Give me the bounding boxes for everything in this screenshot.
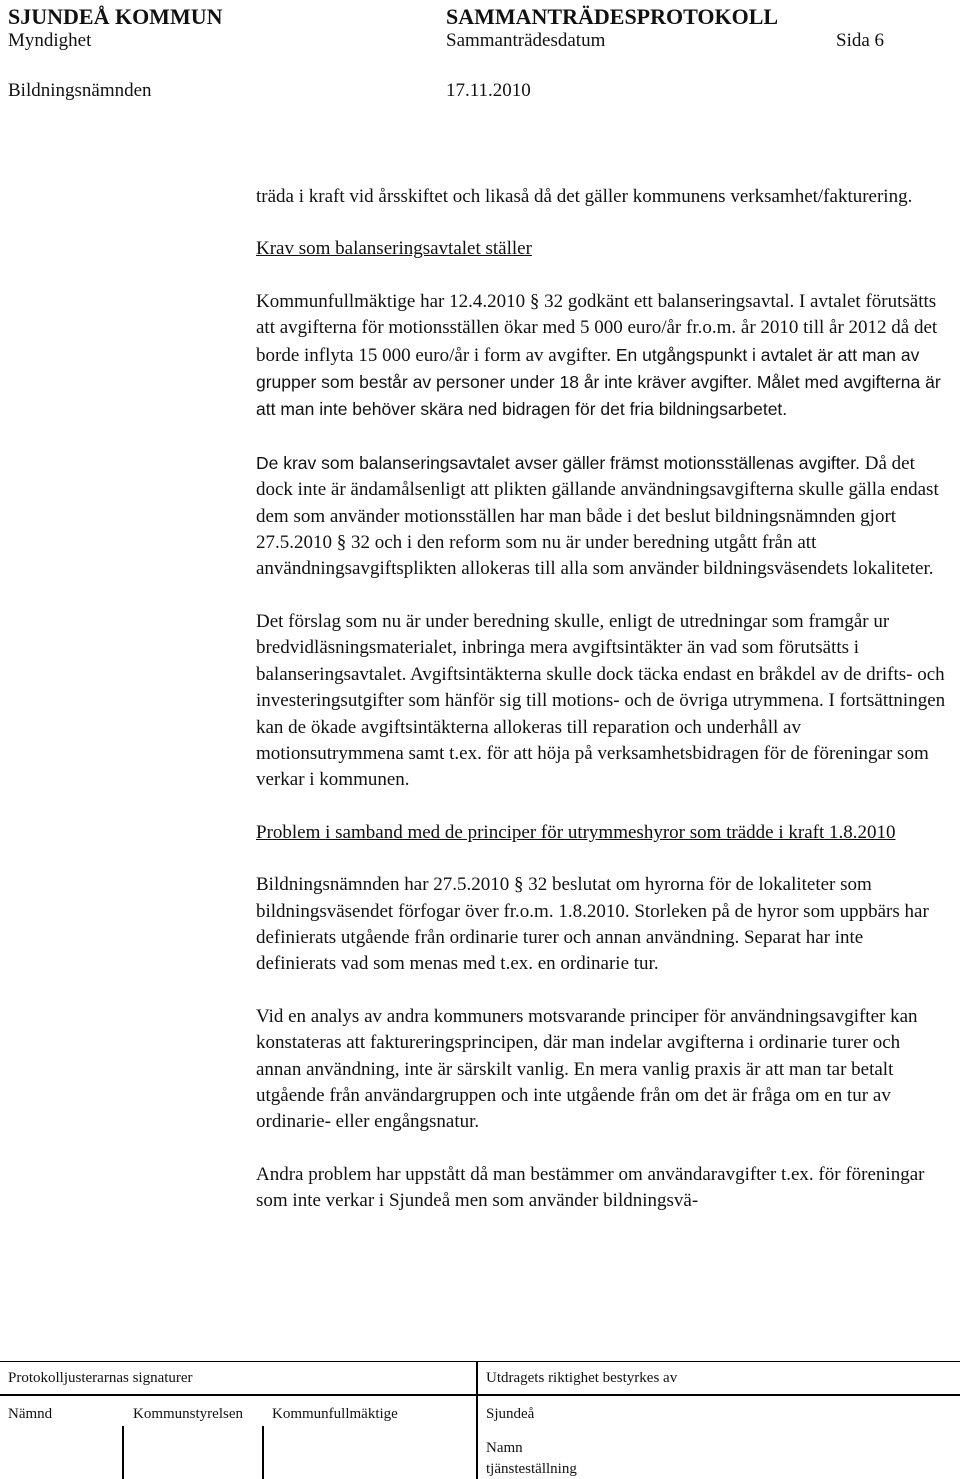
- meeting-date-label: Sammanträdesdatum: [446, 30, 606, 51]
- meeting-date: 17.11.2010: [446, 80, 531, 101]
- divider: [0, 1394, 960, 1396]
- paragraph-text: Då det dock inte är ändamålsenligt att plikten gällande användningsavgifterna skulle gälla endast dem som använder motionsställen har man både i det beslut bildningsnämnden gjort 27.5.2010 § 32 och i den reform som nu är under beredning utgått från att användningsavgiftsplikten allokeras till alla som använder bildningsväsendets lokaliteter.: [256, 452, 939, 580]
- paragraph-text-sans: En utgångspunkt i avtalet är att man av grupper som består av personer under 18 år inte kräver avgifter.: [256, 344, 920, 393]
- municipality-name: SJUNDEÅ KOMMUN: [8, 4, 223, 29]
- paragraph: träda i kraft vid årsskiftet och likaså då det gäller kommunens verksamhet/fakturering.: [256, 186, 913, 207]
- paragraph: Andra problem har uppstått då man bestämmer om användaravgifter t.ex. för föreningar som inte verkar i Sjundeå men som använder bildningsvä-: [256, 1163, 925, 1212]
- certification-place: Sjundeå: [486, 1406, 535, 1422]
- section-heading-rent-principles: Problem i samband med de principer för utrymmeshyror som trädde i kraft 1.8.2010: [256, 821, 896, 843]
- signature-column-board: Nämnd: [8, 1406, 53, 1422]
- paragraph-text-sans: De krav som balanseringsavtalet avser gäller främst motionsställenas avgifter.: [256, 452, 861, 473]
- paragraph: Bildningsnämnden har 27.5.2010 § 32 beslutat om hyrorna för de lokaliteter som bildningsväsendet förfogar över fr.o.m. 1.8.2010. Storleken på de hyror som uppbärs har definierats utgående från ordinarie turer och annan användning. Separat har inte definierats vad som menas med t.ex. en ordinarie tur.: [256, 874, 929, 975]
- signature-footer: [0, 1361, 960, 1479]
- extract-certified-label: Utdragets riktighet bestyrkes av: [486, 1370, 678, 1386]
- paragraph-text-sans: Målet med avgifterna är att man inte behöver skära ned bidragen för det fria bildningsarbetet.: [256, 372, 941, 420]
- document-body: [256, 184, 948, 1215]
- paragraph: [256, 289, 948, 424]
- committee-name: Bildningsnämnden: [8, 80, 152, 101]
- signature-column-council: Kommunfullmäktige: [272, 1406, 398, 1422]
- paragraph: Vid en analys av andra kommuners motsvarande principer för användningsavgifter kan konstateras att faktureringsprincipen, där man indelar avgifterna i ordinarie turer och annan användning, inte är särskilt vanlig. En mera vanlig praxis är att man tar betalt utgående från användargruppen och inte utgående från om det är fråga om en tur av ordinarie- eller engångsnatur.: [256, 1005, 918, 1133]
- paragraph: [256, 450, 948, 583]
- signature-box-divider: [476, 1362, 478, 1479]
- signature-box-divider: [262, 1426, 264, 1479]
- authority-label: Myndighet: [8, 30, 92, 51]
- document-type: SAMMANTRÄDESPROTOKOLL: [446, 4, 779, 29]
- signature-column-municipal-board: Kommunstyrelsen: [133, 1406, 243, 1422]
- paragraph: Det förslag som nu är under beredning skulle, enligt de utredningar som framgår ur bredvidläsningsmaterialet, inbringa mera avgiftsintäkter än vad som förutsätts i balanseringsavtalet. Avgiftsintäkterna skulle dock täcka endast en bråkdel av de drifts- och investeringsutgifter som hänför sig till motions- och de övriga utrymmena. I fortsättningen kan de ökade avgiftsintäkterna allokeras till reparation och underhåll av motionsutrymmena samt t.ex. för att höja på verksamhetsbidragen för de föreningar som verkar i kommunen.: [256, 610, 946, 791]
- signature-box-divider: [122, 1426, 124, 1479]
- section-heading-balancing-requirements: Krav som balanseringsavtalet ställer: [256, 238, 532, 260]
- name-label: Namn: [486, 1440, 523, 1456]
- paragraph-text: Kommunfullmäktige har 12.4.2010 § 32 godkänt ett balanseringsavtal. I avtalet förutsätts att avgifterna för motionsställen ökar med 5 000 euro/år fr.o.m. år 2010 till år 2012 då det borde inflyta 15 000 euro/år i form av avgifter.: [256, 290, 938, 366]
- position-label: tjänsteställning: [486, 1461, 577, 1477]
- signatures-label: Protokolljusterarnas signaturer: [8, 1370, 193, 1386]
- page-number: Sida 6: [836, 30, 885, 51]
